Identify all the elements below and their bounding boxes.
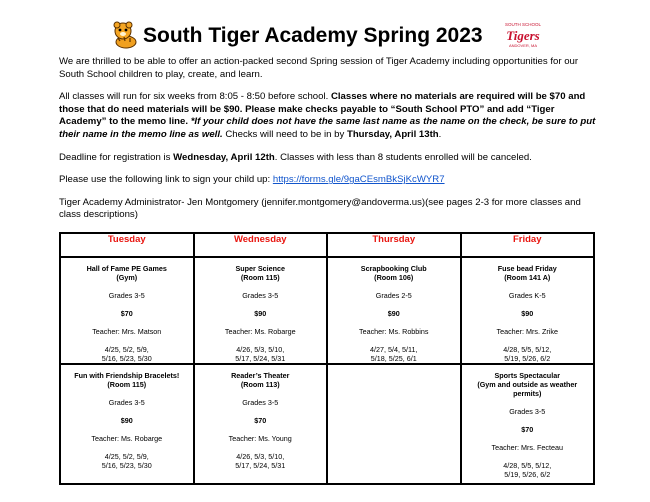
logo-line1: SOUTH SCHOOL <box>504 22 542 27</box>
class-teacher: Teacher: Ms. Young <box>228 434 292 443</box>
deadline-paragraph <box>59 152 604 165</box>
class-dates-line2: 5/16, 5/23, 5/30 <box>101 354 152 363</box>
class-teacher: Teacher: Mrs. Zrike <box>496 327 558 336</box>
class-name: Super Science <box>235 264 286 273</box>
class-price: $70 <box>120 309 133 318</box>
class-teacher: Teacher: Mrs. Fecteau <box>491 443 563 452</box>
details-plain2: Checks will need to be in by <box>222 128 347 140</box>
logo-line3: ANDOVER, MA <box>508 43 538 48</box>
class-dates-line2: 5/19, 5/26, 6/2 <box>504 354 551 363</box>
class-dates-line1: 4/25, 5/2, 5/9, <box>104 452 149 461</box>
class-price: $90 <box>120 416 133 425</box>
class-name: Sports Spectacular <box>494 371 560 380</box>
class-cell <box>194 364 328 484</box>
class-dates-line1: 4/28, 5/5, 5/12, <box>503 345 552 354</box>
intro-content <box>59 56 604 232</box>
class-name: Fun with Friendship Bracelets! <box>74 371 180 380</box>
class-room: (Gym) <box>116 273 138 282</box>
class-teacher: Teacher: Ms. Robarge <box>91 434 163 443</box>
class-name: Scrapbooking Club <box>360 264 427 273</box>
details-bold-italic: *If your child does not have the same last name as the name on the check, be sure to put their name in the memo line as well. <box>59 116 596 140</box>
class-cell <box>461 364 595 484</box>
deadline-plain1: Deadline for registration is <box>59 151 174 163</box>
day-header-wednesday: Wednesday <box>194 233 328 257</box>
class-dates-line1: 4/26, 5/3, 5/10, <box>236 345 285 354</box>
signup-paragraph <box>59 174 604 187</box>
deadline-date: Wednesday, April 12th <box>173 151 275 163</box>
class-dates-line2: 5/16, 5/23, 5/30 <box>101 461 152 470</box>
tiger-mascot-icon <box>110 20 140 50</box>
class-price: $70 <box>254 416 267 425</box>
class-teacher: Teacher: Ms. Robbins <box>358 327 429 336</box>
class-name: Hall of Fame PE Games <box>86 264 167 273</box>
deadline-plain2: . Classes with less than 8 students enrolled will be canceled. <box>274 151 532 163</box>
class-dates-line1: 4/28, 5/5, 5/12, <box>503 461 552 470</box>
class-dates-line1: 4/26, 5/3, 5/10, <box>236 452 285 461</box>
day-header-thursday: Thursday <box>327 233 461 257</box>
class-room: (Gym and outside as weather permits) <box>477 380 578 398</box>
class-name: Fuse bead Friday <box>497 264 557 273</box>
class-room: (Room 113) <box>240 380 280 389</box>
class-grades: Grades 3-5 <box>242 398 279 407</box>
details-check-date: Thursday, April 13th <box>346 128 439 140</box>
class-dates-line1: 4/27, 5/4, 5/11, <box>370 345 418 354</box>
class-room: (Room 115) <box>107 380 147 389</box>
class-room: (Room 115) <box>240 273 280 282</box>
class-schedule-table <box>59 232 595 485</box>
class-room: (Room 141 A) <box>504 273 551 282</box>
class-cell <box>327 257 461 364</box>
page-header <box>0 20 650 54</box>
class-dates-line2: 5/19, 5/26, 6/2 <box>504 470 551 479</box>
details-bold1: Classes where no materials are required will be $70 and those that do need materials will be $90. Please make checks payable to “South School PTO” and add “Tiger Academy” to the memo line. <box>59 91 586 128</box>
class-dates-line2: 5/17, 5/24, 5/31 <box>235 461 286 470</box>
details-plain1: All classes will run for six weeks from 8:05 - 8:50 before school. <box>59 91 331 103</box>
class-cell <box>461 257 595 364</box>
class-cell <box>60 364 194 484</box>
details-plain3: . <box>438 128 442 140</box>
class-cell <box>194 257 328 364</box>
logo-line2: Tigers <box>506 28 540 43</box>
class-dates-line2: 5/17, 5/24, 5/31 <box>235 354 286 363</box>
class-cell <box>60 257 194 364</box>
day-header-tuesday: Tuesday <box>60 233 194 257</box>
details-paragraph <box>59 91 604 141</box>
class-grades: Grades 3-5 <box>509 407 546 416</box>
south-school-tigers-logo <box>500 18 546 52</box>
signup-link[interactable]: https://forms.gle/9gaCEsmBkSjKcWYR7 <box>272 174 445 186</box>
class-grades: Grades 3-5 <box>108 398 145 407</box>
class-price: $90 <box>521 309 534 318</box>
admin-paragraph: Tiger Academy Administrator- Jen Montgomery (jennifer.montgomery@andoverma.us)(see pages 2-3 for more classes and class descriptions) <box>59 196 581 221</box>
class-grades: Grades 3-5 <box>108 291 145 300</box>
class-price: $90 <box>254 309 267 318</box>
class-room: (Room 106) <box>374 273 414 282</box>
signup-text: Please use the following link to sign your child up: <box>59 174 273 186</box>
class-grades: Grades 2-5 <box>375 291 412 300</box>
intro-paragraph: We are thrilled to be able to offer an action-packed second Spring session of Tiger Academy including opportunities for our South School children to play, create, and learn. <box>59 56 579 80</box>
schedule-row-2 <box>60 364 594 484</box>
class-dates-line2: 5/18, 5/25, 6/1 <box>370 354 417 363</box>
class-teacher: Teacher: Ms. Robarge <box>224 327 296 336</box>
class-teacher: Teacher: Mrs. Matson <box>92 327 162 336</box>
schedule-header-row <box>60 233 594 257</box>
empty-class-cell <box>327 364 461 484</box>
class-name: Reader’s Theater <box>231 371 290 380</box>
class-dates-line1: 4/25, 5/2, 5/9, <box>104 345 149 354</box>
class-price: $90 <box>387 309 400 318</box>
page-title: South Tiger Academy Spring 2023 <box>143 24 483 47</box>
class-grades: Grades K-5 <box>508 291 546 300</box>
class-price: $70 <box>521 425 534 434</box>
class-grades: Grades 3-5 <box>242 291 279 300</box>
day-header-friday: Friday <box>461 233 595 257</box>
schedule-row-1 <box>60 257 594 364</box>
